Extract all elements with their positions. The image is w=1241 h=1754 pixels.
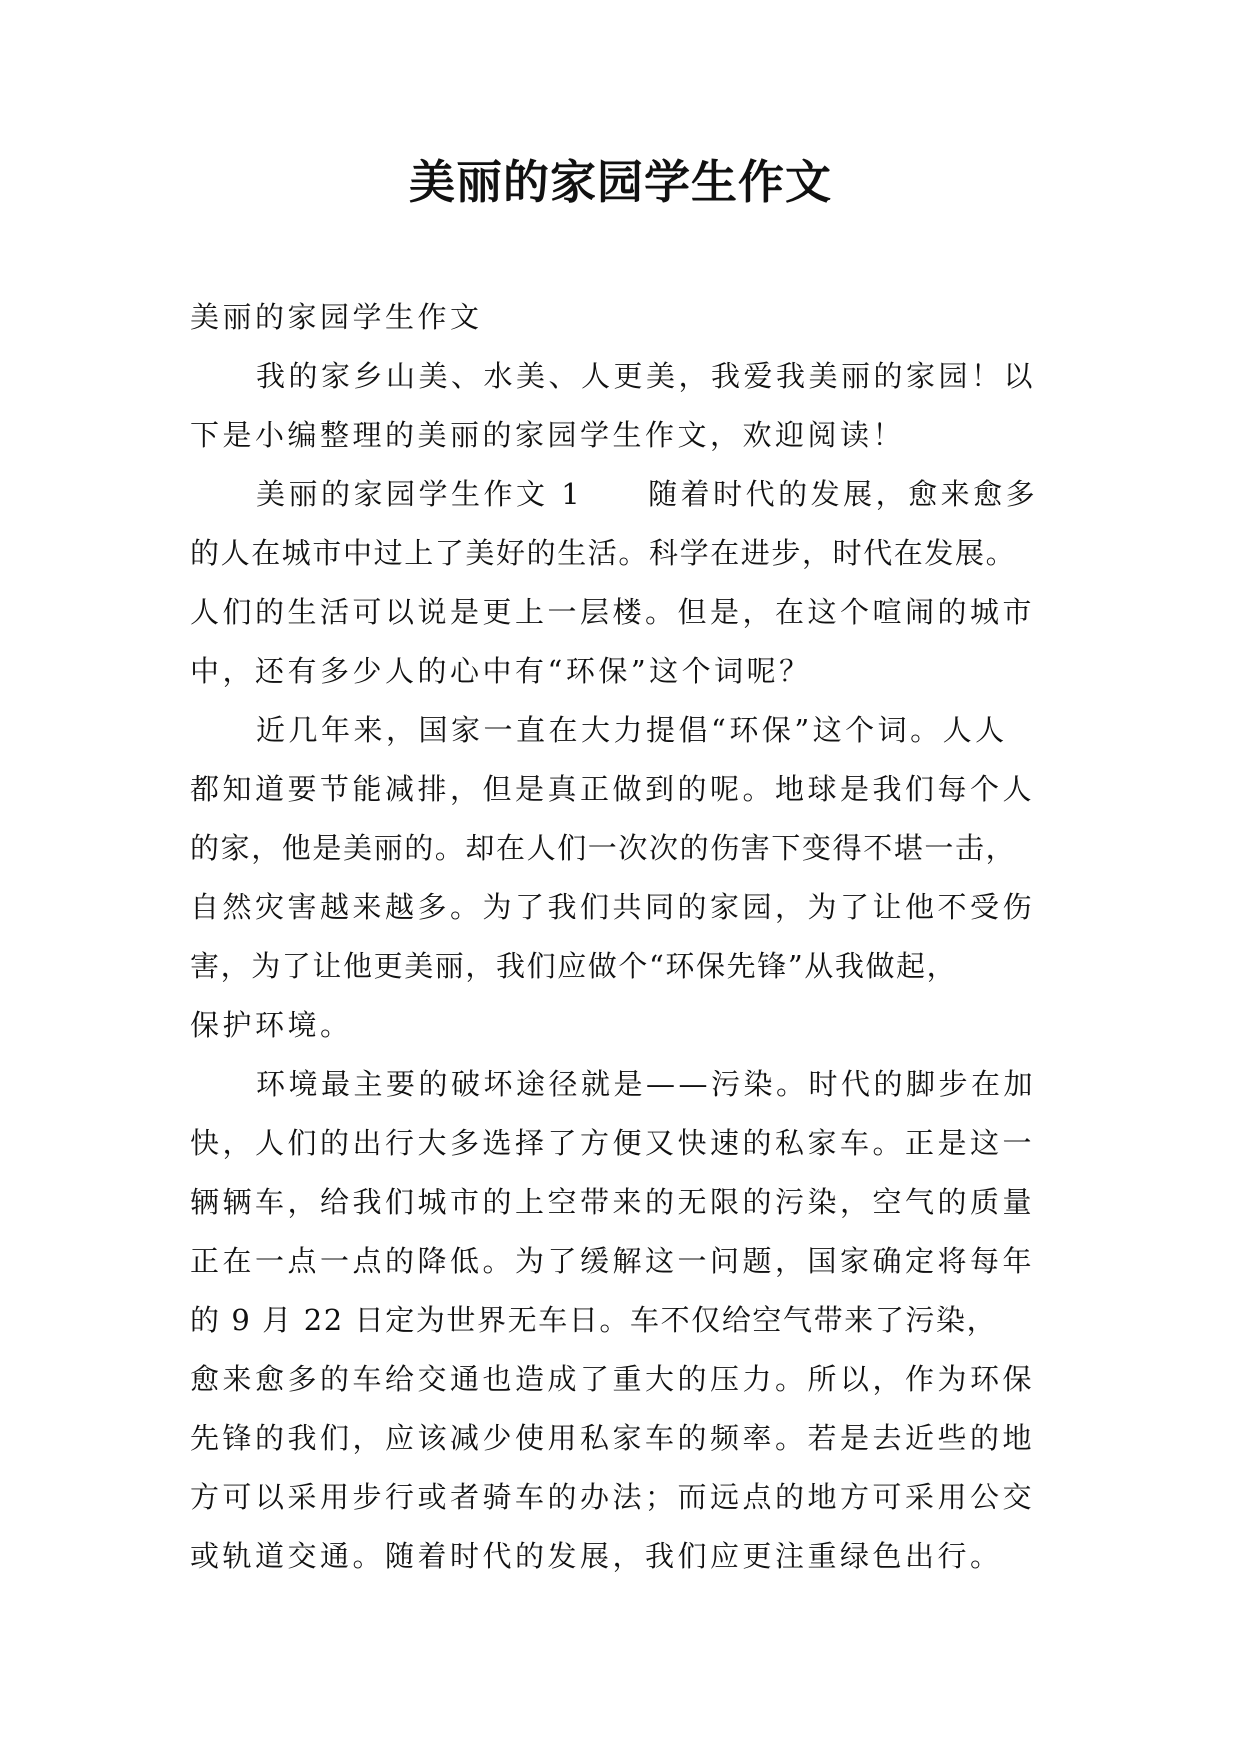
paragraph3-line-5: 的 9 月 22 日定为世界无车日。车不仅给空气带来了污染， [190, 1303, 998, 1337]
paragraph3-line-4: 正在一点一点的降低。为了缓解这一问题，国家确定将每年 [190, 1244, 1036, 1278]
paragraph3-line-1: 环境最主要的破坏途径就是——污染。时代的脚步在加 [256, 1067, 1037, 1101]
article-subtitle-line: 美丽的家园学生作文 [190, 300, 483, 334]
intro-line-2: 下是小编整理的美丽的家园学生作文，欢迎阅读！ [190, 418, 906, 452]
essay1-line-4: 中，还有多少人的心中有“环保”这个词呢？ [190, 654, 812, 688]
essay1-line-2: 的人在城市中过上了美好的生活。科学在进步，时代在发展。 [190, 536, 1017, 570]
paragraph3-line-2: 快，人们的出行大多选择了方便又快速的私家车。正是这一 [190, 1126, 1036, 1160]
paragraph3-line-8: 方可以采用步行或者骑车的办法；而远点的地方可采用公交 [190, 1480, 1036, 1514]
paragraph2-line-5: 害，为了让他更美丽，我们应做个“环保先锋”从我做起， [190, 949, 958, 983]
paragraph3-line-6: 愈来愈多的车给交通也造成了重大的压力。所以，作为环保 [190, 1362, 1036, 1396]
paragraph2-line-2: 都知道要节能减排，但是真正做到的呢。地球是我们每个人 [190, 772, 1036, 806]
document-title: 美丽的家园学生作文 [409, 155, 832, 209]
intro-line-1: 我的家乡山美、水美、人更美，我爱我美丽的家园！以 [256, 359, 1037, 393]
essay1-line-3: 人们的生活可以说是更上一层楼。但是，在这个喧闹的城市 [190, 595, 1036, 629]
essay1-line-1: 美丽的家园学生作文 1 随着时代的发展，愈来愈多 [256, 477, 1039, 511]
paragraph3-line-9: 或轨道交通。随着时代的发展，我们应更注重绿色出行。 [190, 1539, 1003, 1573]
paragraph3-line-3: 辆辆车，给我们城市的上空带来的无限的污染，空气的质量 [190, 1185, 1036, 1219]
document-body [190, 288, 1060, 1586]
paragraph3-line-7: 先锋的我们，应该减少使用私家车的频率。若是去近些的地 [190, 1421, 1036, 1455]
paragraph2-line-6: 保护环境。 [190, 1008, 353, 1042]
paragraph2-line-3: 的家，他是美丽的。却在人们一次次的伤害下变得不堪一击， [190, 831, 1017, 865]
paragraph2-line-4: 自然灾害越来越多。为了我们共同的家园，为了让他不受伤 [190, 890, 1036, 924]
paragraph2-line-1: 近几年来，国家一直在大力提倡“环保”这个词。人人 [256, 713, 1008, 747]
